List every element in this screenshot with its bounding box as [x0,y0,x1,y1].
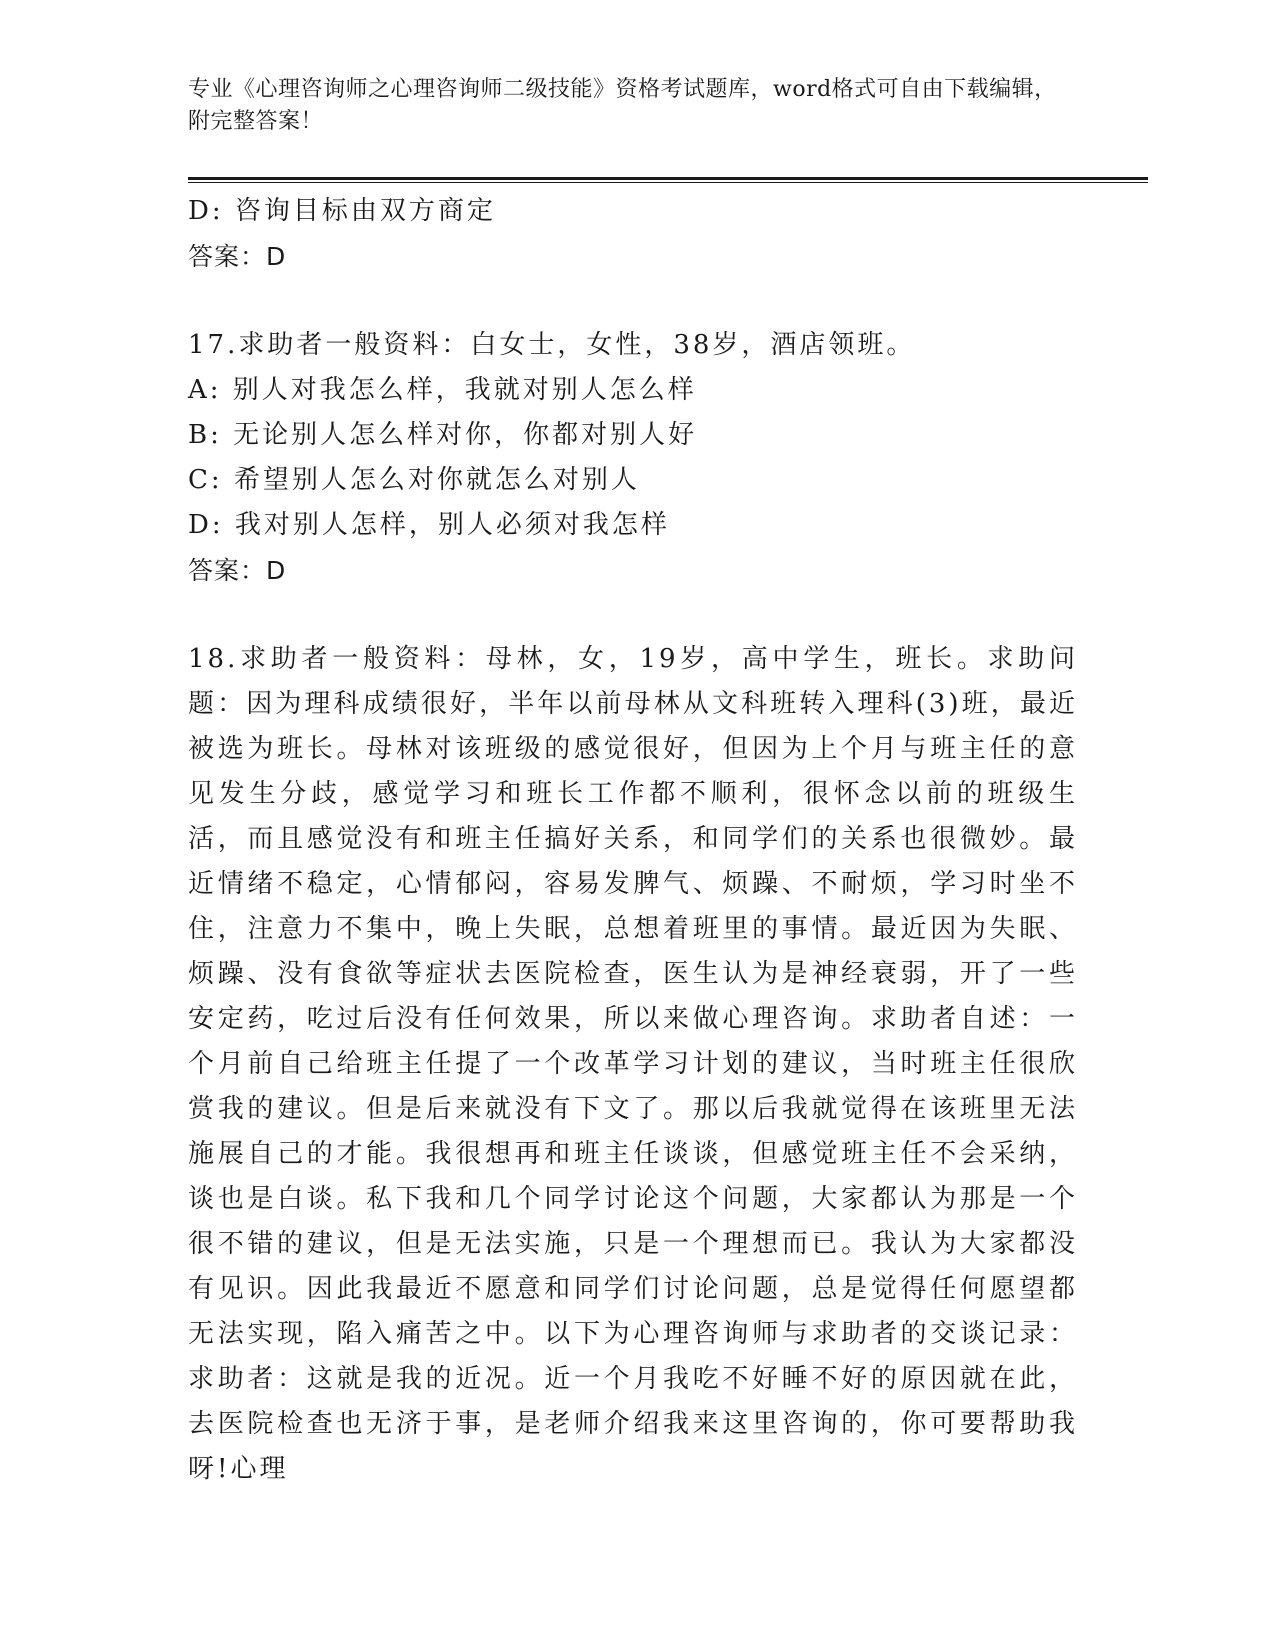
q17-answer: 答案：D [188,556,287,585]
q17-stem: 17.求助者一般资料：白女士，女性，38岁，酒店领班。 [188,330,916,360]
q18-stem: 18.求助者一般资料：母林，女，19岁，高中学生，班长。求助问题：因为理科成绩很好，半年以前母林从文科班转入理科(3)班，最近被选为班长。母林对该班级的感觉很好，但因为上个月与班主任的意见发生分歧，感觉学习和班长工作都不顺利，很怀念以前的班级生活，而且感觉没有和班主任搞好关系，和同学们的关系也很微妙。最近情绪不稳定，心情郁闷，容易发脾气、烦躁、不耐烦，学习时坐不住，注意力不集中，晚上失眠，总想着班里的事情。最近因为失眠、烦躁、没有食欲等症状去医院检查，医生认为是神经衰弱，开了一些安定药，吃过后没有任何效果，所以来做心理咨询。求助者自述：一个月前自己给班主任提了一个改革学习计划的建议，当时班主任很欣赏我的建议。但是后来就没有下文了。那以后我就觉得在该班里无法施展自己的才能。我很想再和班主任谈谈，但感觉班主任不会采纳，谈也是白谈。私下我和几个同学讨论这个问题，大家都认为那是一个很不错的建议，但是无法实施，只是一个理想而已。我认为大家都没有见识。因此我最近不愿意和同学们讨论问题，总是觉得任何愿望都无法实现，陷入痛苦之中。以下为心理咨询师与求助者的交谈记录：求助者：这就是我的近况。近一个月我吃不好睡不好的原因就在此，去医院检查也无济于事，是老师介绍我来这里咨询的，你可要帮助我呀!心理 [188,644,1078,1484]
q17-option-d: D: 我对别人怎样，别人必须对我怎样 [188,510,670,540]
q16-answer: 答案：D [188,242,287,271]
spacer [188,593,1078,637]
q17-option-a: A: 别人对我怎么样，我就对别人怎么样 [188,375,697,405]
header-divider-thin [188,182,1148,183]
header-divider-thick [188,177,1148,180]
q17-option-b: B: 无论别人怎么样对你，你都对别人好 [188,420,698,450]
document-body [188,189,1078,1484]
document-header: 专业《心理咨询师之心理咨询师二级技能》资格考试题库，word格式可自由下载编辑，附完整答案！ [188,77,1057,134]
q17-option-c: C: 希望别人怎么对你就怎么对别人 [188,465,640,495]
spacer [188,279,1078,323]
q16-option-d: D: 咨询目标由双方商定 [188,196,496,226]
